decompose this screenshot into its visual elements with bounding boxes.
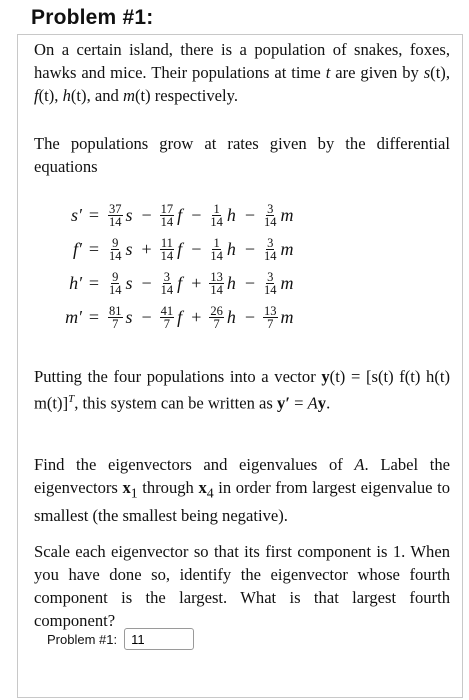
denominator: 7 (163, 316, 171, 331)
coefficient-fraction (209, 203, 224, 228)
denominator: 14 (210, 214, 223, 229)
denominator: 14 (160, 214, 174, 229)
term-variable: m (280, 238, 294, 259)
eigen-text-2: . Label the eigenvectors (34, 455, 450, 497)
coefficient-fraction (263, 305, 278, 330)
numerator: 11 (160, 235, 173, 250)
coefficient-fraction (160, 237, 175, 262)
answer-label: Problem #1: (47, 631, 118, 647)
numerator: 13 (210, 269, 223, 284)
fox-var: f (34, 86, 39, 105)
x4-var: x (198, 478, 207, 497)
equals-sign: = (88, 204, 100, 225)
term-variable: m (280, 272, 294, 293)
equals-sign: = (88, 238, 100, 259)
time-variable: t (325, 63, 331, 82)
answer-input[interactable] (124, 628, 194, 650)
y-prime: y′ (277, 393, 290, 413)
operator: + (191, 306, 202, 327)
coefficient-fraction (263, 203, 278, 228)
paren-t: (t) (38, 86, 55, 105)
term-variable: h (226, 306, 236, 327)
eigen-text: Find the eigenvectors and eigenvalues of (34, 455, 355, 474)
numerator: 81 (109, 303, 122, 318)
denominator: 14 (160, 282, 174, 297)
numerator: 3 (267, 201, 274, 216)
operator: − (191, 204, 202, 225)
denominator: 14 (264, 248, 277, 263)
denominator: 7 (267, 316, 274, 331)
operator: − (141, 272, 152, 293)
snake-var: s (423, 63, 431, 82)
operator: + (141, 238, 152, 259)
vector-y: y (321, 367, 330, 386)
vector-def: (t) = [s(t) f(t) h(t) m(t)] (34, 367, 451, 413)
paren-t: (t) (134, 86, 151, 105)
denominator: 14 (264, 214, 277, 229)
paren-t: (t) (70, 86, 87, 105)
denominator: 7 (213, 316, 220, 331)
x4-sub: 4 (206, 485, 214, 501)
matrix-A: A (354, 455, 365, 474)
numerator: 9 (112, 269, 119, 284)
equation-row (38, 232, 438, 266)
denominator: 14 (109, 214, 122, 229)
term-variable: s (125, 204, 133, 225)
answer-row (47, 628, 194, 650)
sep: , (445, 63, 450, 82)
equals-sign: = (88, 306, 100, 327)
coefficient-fraction (263, 237, 278, 262)
intro-text-3: respectively. (150, 86, 239, 105)
coefficient-fraction (160, 305, 175, 330)
numerator: 3 (267, 235, 274, 250)
numerator: 1 (213, 201, 220, 216)
page-title: Problem #1: (31, 6, 154, 29)
coefficient-fraction (108, 271, 123, 296)
equation-row (38, 266, 438, 300)
term-variable: f (177, 272, 183, 293)
eigen-paragraph (34, 453, 450, 527)
operator: − (244, 272, 255, 293)
numerator: 41 (160, 303, 174, 318)
and-text: , and (86, 86, 123, 105)
numerator: 9 (112, 235, 119, 250)
coefficient-fraction (209, 271, 224, 296)
problem-card (17, 34, 463, 698)
intro-text: On a certain island, there is a population of snakes, foxes, hawks and mice. Their populations at time (34, 40, 450, 82)
x1-var: x (122, 478, 131, 497)
paren-t: (t) (430, 63, 446, 82)
numerator: 3 (163, 269, 171, 284)
operator: − (141, 204, 152, 225)
operator: − (244, 204, 255, 225)
coefficient-fraction (160, 203, 175, 228)
coefficient-fraction (209, 237, 224, 262)
coefficient-fraction (108, 237, 123, 262)
operator: − (191, 238, 202, 259)
intro-paragraph (34, 38, 450, 107)
vector-paragraph (34, 365, 450, 415)
term-variable: h (226, 204, 236, 225)
vector-text: Putting the four populations into a vector (34, 367, 322, 386)
transpose-mark: T (68, 393, 75, 405)
coefficient-fraction (108, 305, 123, 330)
x1-sub: 1 (130, 485, 138, 501)
numerator: 1 (213, 235, 220, 250)
term-variable: f (177, 306, 183, 327)
equals-sign: = (88, 272, 100, 293)
equation-lhs: s′ (71, 204, 82, 225)
term-variable: m (280, 204, 294, 225)
operator: + (191, 272, 202, 293)
numerator: 26 (210, 303, 223, 318)
through-text: through (137, 478, 199, 497)
growth-paragraph: The populations grow at rates given by the differential equations (34, 134, 450, 176)
denominator: 14 (210, 282, 223, 297)
vector-text-2: , this system can be written as (74, 393, 278, 413)
eigen-text-3: in order from largest eigenvalue to smallest (the smallest being negative). (34, 478, 450, 526)
hawk-var: h (62, 86, 71, 105)
equation-row (38, 198, 438, 232)
term-variable: h (226, 238, 236, 259)
operator: − (141, 306, 152, 327)
mice-var: m (122, 86, 135, 105)
period: . (326, 393, 331, 413)
coefficient-fraction (263, 271, 278, 296)
intro-text-2: are given by (330, 63, 424, 82)
denominator: 14 (210, 248, 223, 263)
term-variable: m (280, 306, 294, 327)
denominator: 14 (109, 282, 122, 297)
sep: , (54, 86, 63, 105)
term-variable: f (177, 204, 183, 225)
operator: − (244, 238, 255, 259)
coefficient-fraction (160, 271, 175, 296)
equation-lhs: h′ (69, 272, 82, 293)
term-variable: s (125, 306, 133, 327)
vector-y-2: y (317, 393, 327, 413)
term-variable: f (177, 238, 183, 259)
equation-lhs: f′ (73, 238, 82, 259)
equation-row (38, 300, 438, 334)
term-variable: h (226, 272, 236, 293)
denominator: 14 (264, 282, 277, 297)
matrix-A: A (307, 393, 318, 413)
numerator: 13 (264, 303, 277, 318)
numerator: 17 (160, 201, 174, 216)
term-variable: s (125, 238, 133, 259)
coefficient-fraction (108, 203, 123, 228)
denominator: 7 (112, 316, 119, 331)
denominator: 14 (160, 248, 174, 263)
term-variable: s (125, 272, 133, 293)
operator: − (244, 306, 255, 327)
numerator: 3 (267, 269, 274, 284)
equation-lhs: m′ (65, 306, 82, 327)
denominator: 14 (109, 248, 122, 263)
question-paragraph: Scale each eigenvector so that its first component is 1. When you have done so, identify the eigenvector whose fourth component is the largest. What is that largest fourth component? (34, 542, 450, 630)
coefficient-fraction (209, 305, 224, 330)
numerator: 37 (109, 201, 122, 216)
equals-text: = (289, 393, 308, 413)
equation-system (38, 198, 438, 334)
